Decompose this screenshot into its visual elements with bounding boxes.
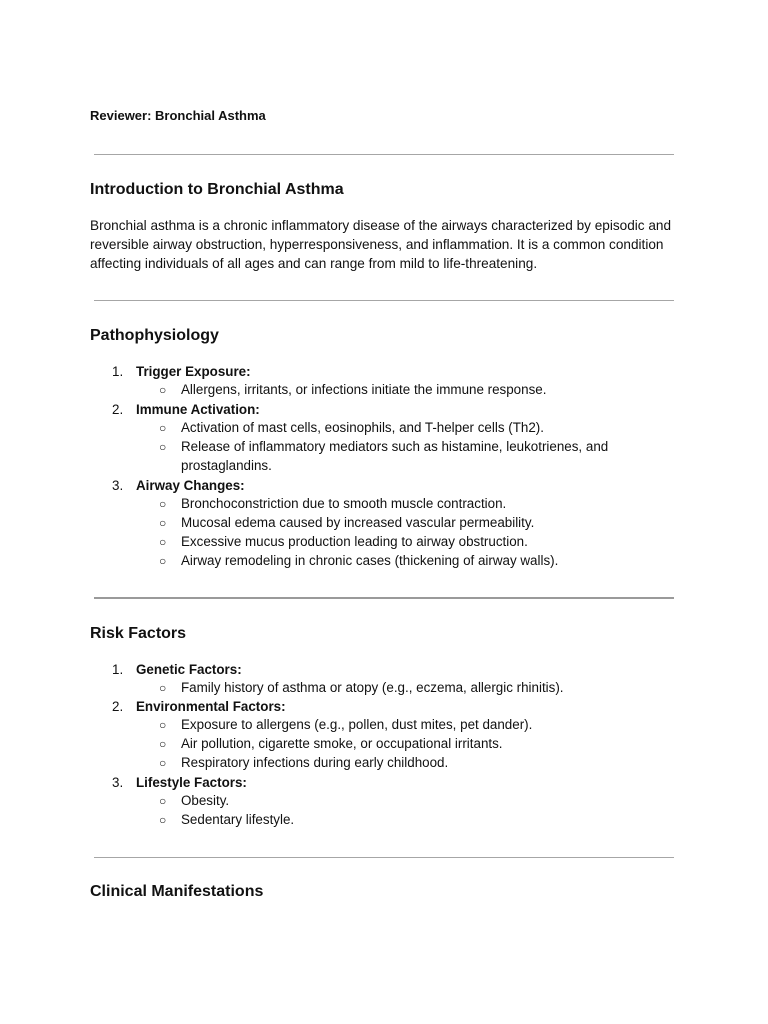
list-number: 1.	[112, 662, 124, 677]
sub-item: Release of inflammatory mediators such as histamine, leukotrienes, and prostaglandins.	[181, 439, 609, 473]
sub-item: Respiratory infections during early childhood.	[181, 755, 449, 770]
bullet-icon: ○	[159, 440, 167, 454]
sub-item: Mucosal edema caused by increased vascular permeability.	[181, 515, 535, 530]
clinical-manifestations-heading: Clinical Manifestations	[90, 883, 264, 900]
bullet-icon: ○	[159, 535, 167, 549]
sub-item: Airway remodeling in chronic cases (thickening of airway walls).	[181, 553, 559, 568]
list-number: 1.	[112, 364, 124, 379]
list-number: 3.	[112, 478, 124, 493]
document-title: Reviewer: Bronchial Asthma	[90, 108, 266, 123]
list-item-label: Environmental Factors:	[136, 699, 286, 714]
list-number: 2.	[112, 699, 124, 714]
bullet-icon: ○	[159, 497, 167, 511]
sub-item: Excessive mucus production leading to airway obstruction.	[181, 534, 528, 549]
pathophysiology-heading: Pathophysiology	[90, 327, 219, 344]
sub-item: Allergens, irritants, or infections initiate the immune response.	[181, 382, 547, 397]
list-item-label: Genetic Factors:	[136, 662, 242, 677]
sub-item: Activation of mast cells, eosinophils, and T-helper cells (Th2).	[181, 420, 544, 435]
bullet-icon: ○	[159, 794, 167, 808]
intro-paragraph: Bronchial asthma is a chronic inflammatory disease of the airways characterized by episodic and reversible airway obstruction, hyperresponsiveness, and inflammation. It is a common condition affecting individuals of all ages and can range from mild to life-threatening.	[90, 218, 672, 271]
list-item-label: Lifestyle Factors:	[136, 775, 247, 790]
bullet-icon: ○	[159, 554, 167, 568]
bullet-icon: ○	[159, 718, 167, 732]
bullet-icon: ○	[159, 813, 167, 827]
list-item-label: Airway Changes:	[136, 478, 245, 493]
list-item-label: Immune Activation:	[136, 402, 260, 417]
divider	[94, 857, 674, 858]
bullet-icon: ○	[159, 681, 167, 695]
sub-item: Air pollution, cigarette smoke, or occupational irritants.	[181, 736, 503, 751]
bullet-icon: ○	[159, 756, 167, 770]
list-number: 2.	[112, 402, 124, 417]
sub-item: Obesity.	[181, 793, 230, 808]
sub-item: Family history of asthma or atopy (e.g., eczema, allergic rhinitis).	[181, 680, 564, 695]
sub-item: Exposure to allergens (e.g., pollen, dust mites, pet dander).	[181, 717, 533, 732]
sub-item: Sedentary lifestyle.	[181, 812, 295, 827]
bullet-icon: ○	[159, 516, 167, 530]
divider	[94, 597, 674, 599]
divider	[94, 154, 674, 155]
bullet-icon: ○	[159, 421, 167, 435]
list-number: 3.	[112, 775, 124, 790]
intro-heading: Introduction to Bronchial Asthma	[90, 181, 344, 198]
sub-item: Bronchoconstriction due to smooth muscle contraction.	[181, 496, 507, 511]
risk-factors-heading: Risk Factors	[90, 625, 187, 642]
bullet-icon: ○	[159, 737, 167, 751]
divider	[94, 300, 674, 301]
bullet-icon: ○	[159, 383, 167, 397]
list-item-label: Trigger Exposure:	[136, 364, 251, 379]
